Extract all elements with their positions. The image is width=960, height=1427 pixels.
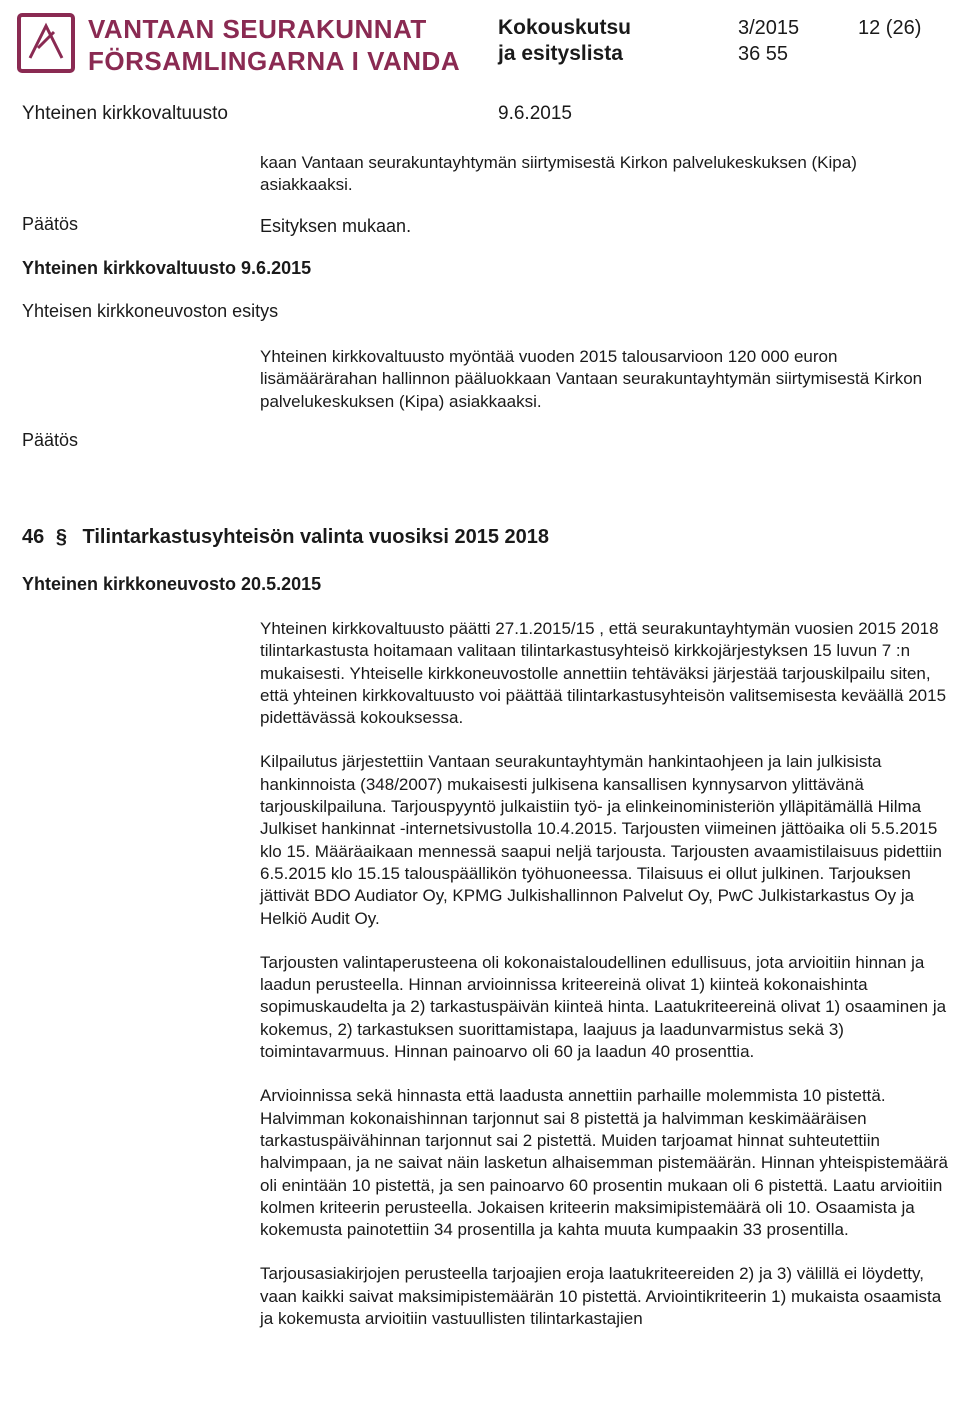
proposal-text: Yhteinen kirkkovaltuusto myöntää vuoden 2015 talousarvioon 120 000 euron lisämäärärahan hallinnon pääluokkaan Vantaan seurakuntayhtymän siirtymisestä Kirkon palvelukeskuksen (Kipa) asiakkaaksi.: [260, 347, 923, 411]
page-number: 12 (26): [858, 17, 922, 39]
section-mark-icon: §: [55, 526, 67, 548]
decision-text: Esityksen mukaan.: [260, 216, 412, 236]
section-heading: [22, 526, 549, 549]
header-date: 9.6.2015: [498, 103, 572, 124]
decision-label-2: Päätös: [22, 430, 79, 450]
board-meeting-heading: Yhteinen kirkkoneuvosto 20.5.2015: [22, 574, 322, 594]
decision-label: Päätös: [22, 214, 79, 234]
issue-number: 3/2015: [738, 17, 800, 39]
previous-item-continued-text: kaan Vantaan seurakuntayhtymän siirtymisestä Kirkon palvelukeskuksen (Kipa) asiakkaaksi.: [260, 153, 857, 195]
section-number: 46: [22, 526, 45, 548]
logo-emblem-icon: [16, 12, 76, 74]
meeting-heading: Yhteinen kirkkovaltuusto 9.6.2015: [22, 258, 312, 278]
section-body: [260, 618, 950, 1330]
logo-text-line2: FÖRSAMLINGARNA I VANDA: [88, 46, 461, 76]
proposal-label: Yhteisen kirkkoneuvoston esitys: [22, 301, 279, 321]
body-paragraph-2: Kilpailutus järjestettiin Vantaan seurakuntayhtymän hankintaohjeen ja lain julkisista hankinnoista (348/2007) mukaisesti julkisena kansallisen kynnysarvon ylittävänä tarjouskilpailuna. Tarjouspyyntö julkaistiin työ- ja elinkeinoministeriön ylläpitämällä Hilma Julkiset hankinnat -internetsivustolla 10.4.2015. Tarjousten viimeinen jättöaika oli 5.5.2015 klo 15. Määräaikaan mennessä saapui neljä tarjousta. Tarjousten avaamistilaisuus pidettiin 6.5.2015 klo 15.15 talouspäällikön työhuoneessa. Tilaisuus ei ollut julkinen. Tarjouksen jättivät BDO Audiator Oy, KPMG Julkishallinnon Palvelut Oy, PwC Julkistarkastus Oy ja Helkiö Audit Oy.: [260, 752, 942, 928]
section-title: Tilintarkastusyhteisön valinta vuosiksi 2015 2018: [82, 526, 550, 548]
header-body-name: Yhteinen kirkkovaltuusto: [22, 103, 228, 124]
logo-text-line1: VANTAAN SEURAKUNNAT: [88, 14, 427, 44]
section-range: 36 55: [738, 43, 789, 65]
document-type-line1: Kokouskutsu: [498, 16, 632, 39]
body-paragraph-5: Tarjousasiakirjojen perusteella tarjoajien eroja laatukriteereiden 2) ja 3) välillä ei löydetty, vaan kaikki saivat maksimipistemäärän 10 pistettä. Arviointikriteerin 1) mukaista osaamista ja kokemusta arvioitiin vastuullisten tilintarkastajien: [260, 1264, 942, 1329]
document-type-line2: ja esityslista: [498, 42, 623, 65]
organization-logo: [16, 12, 461, 76]
body-paragraph-1: Yhteinen kirkkovaltuusto päätti 27.1.2015/15 , että seurakuntayhtymän vuosien 2015 2018 tilintarkastusta hoitamaan valitaan tilintarkastusyhteisö kirkkojärjestyksen 15 luvun 7 :n mukaisesti. Yhteiselle kirkkoneuvostolle annettiin tehtäväksi järjestää tarjouskilpailu siten, että yhteinen kirkkovaltuusto voi päättää tilintarkastusyhteisön valitsemisesta keväällä 2015 pidettävässä kokouksessa.: [260, 619, 947, 728]
body-paragraph-4: Arvioinnissa sekä hinnasta että laadusta annettiin parhaille molemmista 10 pistettä. Halvimman kokonaishinnan tarjonnut sai 8 pistettä ja halvimman keskimääräisen tarkastuspäivähinnan tarjonnut sai 2 pistettä. Muiden tarjoamat hinnat suhteutettiin halvimpaan, ja ne saivat näin lasketun alhaisemman pistemäärän. Hinnan yhteispistemäärä oli enintään 10 pistettä, ja sen painoarvo 60 prosentin mukaan oli 6 pistettä. Laatu arvioitiin kolmen kriteerin perusteella. Jokaisen kriteerin maksimipistemäärä oli 10. Osaamista ja kokemusta painotettiin 34 prosentilla ja kahta muuta kumpaakin 33 prosentilla.: [260, 1086, 948, 1240]
body-paragraph-3: Tarjousten valintaperusteena oli kokonaistaloudellinen edullisuus, jota arvioitiin hinnan ja laadun perusteella. Hinnan arvioinnissa kriteereinä olivat 1) kiinteä kokonaishinta sopimuskaudelta ja 2) tarkastuspäivän kiinteä hinta. Laatukriteereinä olivat 1) osaaminen ja kokemus, 2) tarkastuksen suorittamistapa, laajuus ja laadunvarmistus sekä 3) toimintavarmuus. Hinnan painoarvo oli 60 ja laadun 40 prosenttia.: [260, 952, 947, 1062]
